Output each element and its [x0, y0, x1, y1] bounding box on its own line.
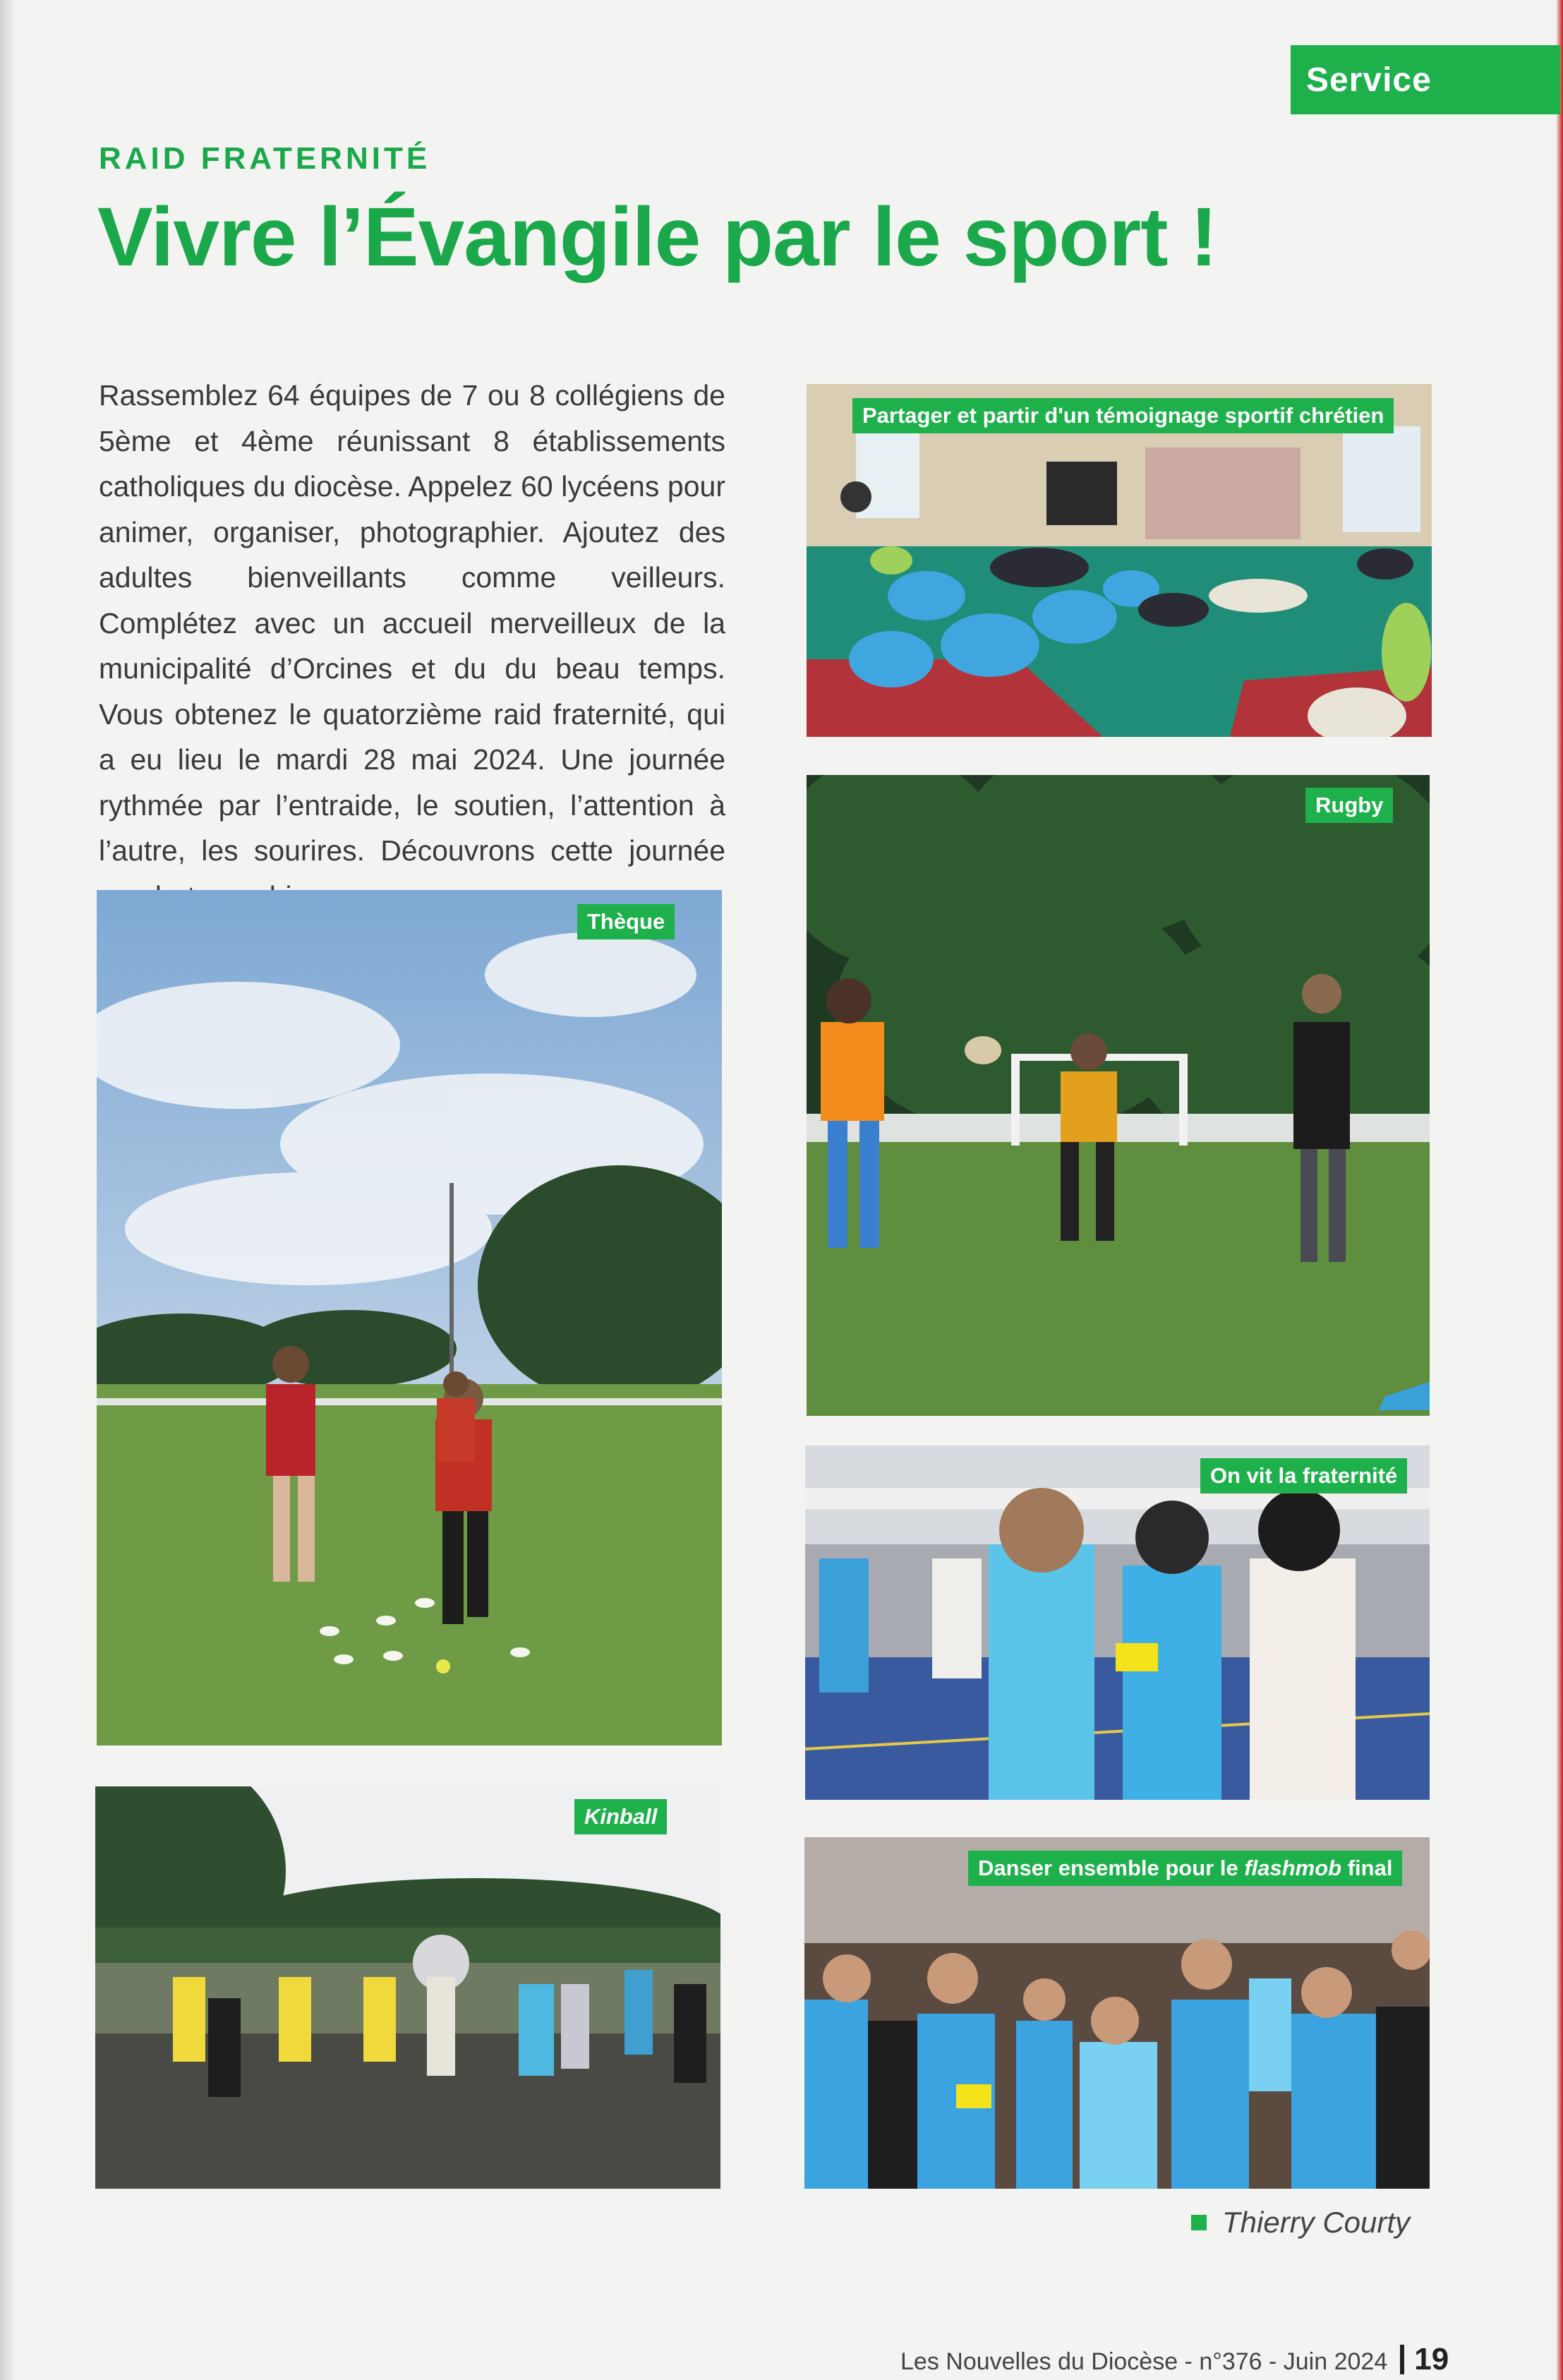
caption-flashmob-before: Danser ensemble pour le	[978, 1856, 1245, 1880]
page-edge	[1556, 0, 1563, 2380]
credit-name: Thierry Courty	[1222, 2206, 1411, 2239]
caption-kinball	[574, 1799, 667, 1834]
footer-divider	[1400, 2345, 1404, 2374]
page-gutter-shadow	[0, 0, 16, 2380]
caption-rugby: Rugby	[1305, 788, 1393, 823]
caption-theque: Thèque	[577, 904, 675, 939]
caption-flashmob	[968, 1851, 1402, 1886]
caption-kinball-text: Kinball	[584, 1804, 658, 1829]
caption-flashmob-italic: flashmob	[1244, 1856, 1342, 1880]
page-number: 19	[1414, 2342, 1449, 2376]
photo-fraternite	[805, 1446, 1430, 1800]
caption-flashmob-after: final	[1341, 1856, 1393, 1880]
photo-rugby	[807, 775, 1430, 1416]
footer-publication: Les Nouvelles du Diocèse - n°376 - Juin 2024	[900, 2348, 1388, 2375]
photo-theque	[97, 890, 722, 1745]
caption-fraternite: On vit la fraternité	[1200, 1458, 1407, 1493]
caption-gym: Partager et partir d'un témoignage sportif chrétien	[852, 398, 1394, 433]
article-kicker: RAID FRATERNITÉ	[99, 141, 431, 176]
photo-flashmob	[804, 1837, 1430, 2189]
article-title: Vivre l’Évangile par le sport !	[97, 191, 1217, 284]
photo-credit	[1191, 2206, 1410, 2240]
page-footer	[900, 2342, 1449, 2377]
photo-kinball	[95, 1786, 720, 2189]
section-tab: Service	[1291, 45, 1560, 114]
intro-paragraph: Rassemblez 64 équipes de 7 ou 8 collégiens de 5ème et 4ème réunissant 8 établissements catholiques du diocèse. Appelez 60 lycéens pour animer, organiser, photographier. Ajoutez des adultes bienveillants comme veilleurs. Complétez avec un accueil merveilleux de la municipalité d’Orcines et du du beau temps. Vous obtenez le quatorzième raid fraternité, qui a eu lieu le mardi 28 mai 2024. Une journée rythmée par l’entraide, le soutien, l’attention à l’autre, les sourires. Découvrons cette journée	[99, 379, 725, 867]
credit-marker	[1191, 2215, 1207, 2230]
photo-gym-temoignage	[807, 384, 1432, 737]
